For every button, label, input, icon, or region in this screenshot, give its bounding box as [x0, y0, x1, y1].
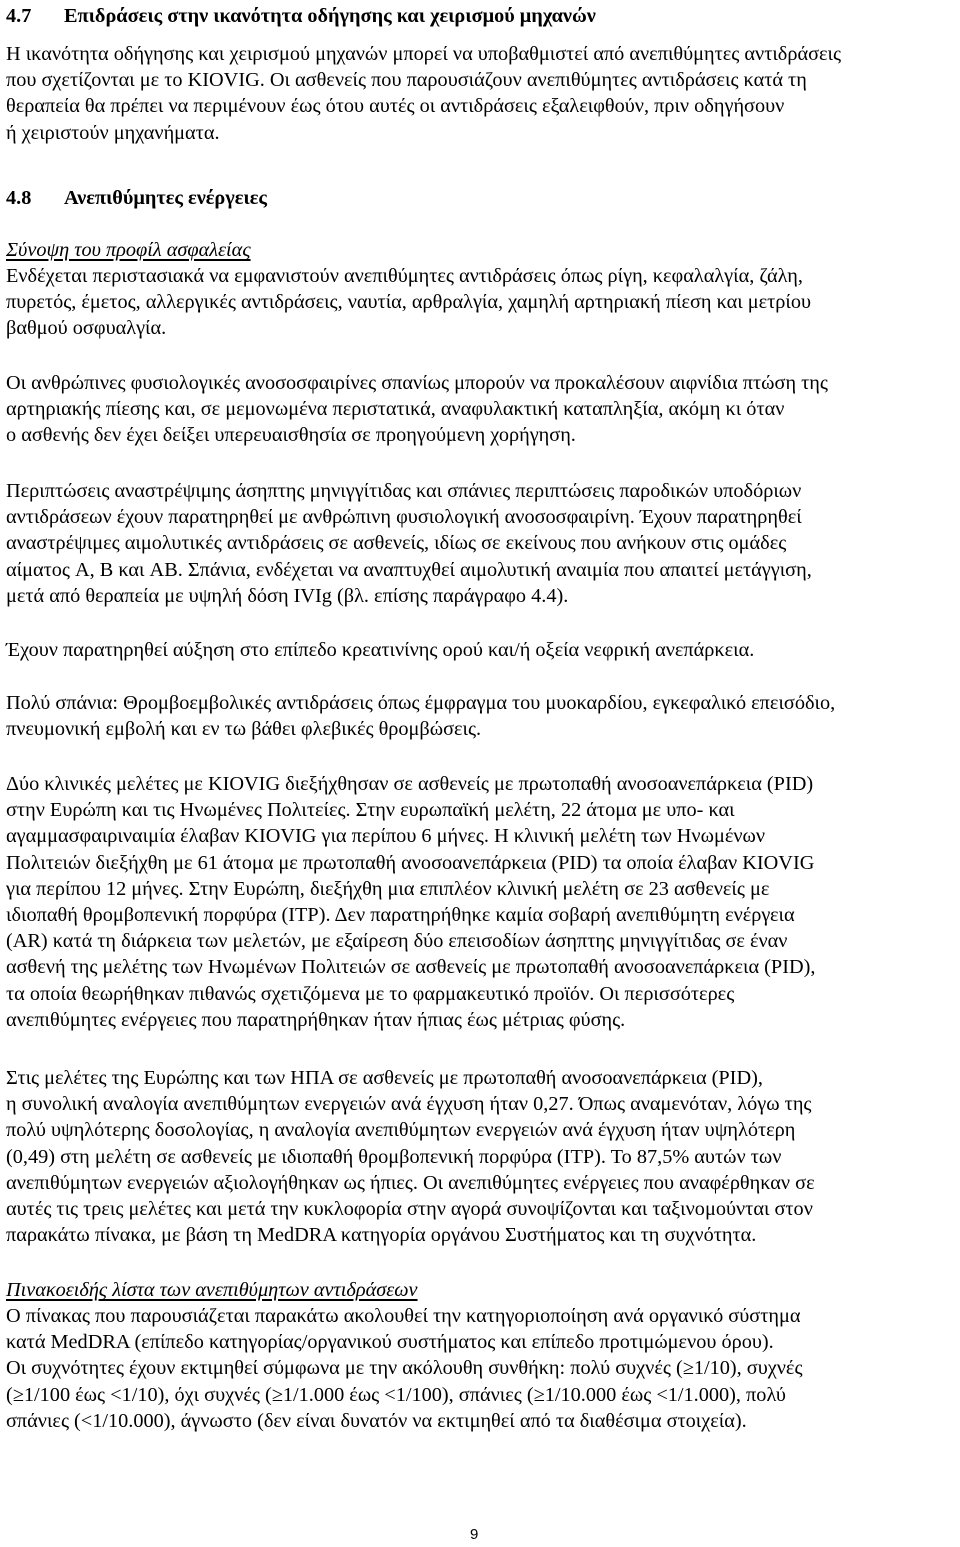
text-line: αρτηριακής πίεσης και, σε μεμονωμένα περιστατικά, αναφυλακτική καταπληξία, ακόμη κι όταν [6, 398, 785, 421]
paragraph-4 [6, 637, 954, 663]
text-line: αίματος A, B και AB. Σπάνια, ενδέχεται να αναπτυχθεί αιμολυτική αναιμία που απαιτεί μετάγγιση, [6, 558, 812, 581]
text-line: ο ασθενής δεν έχει δείξει υπερευαισθησία σε προηγούμενη χορήγηση. [6, 424, 576, 447]
text-line: Οι συχνότητες έχουν εκτιμηθεί σύμφωνα με την ακόλουθη συνθήκη: πολύ συχνές (≥1/10), συχνές [6, 1357, 803, 1380]
page-number: 9 [470, 1526, 479, 1543]
text-line: παρακάτω πίνακα, με βάση τη MedDRA κατηγορία οργάνου Συστήματος και τη συχνότητα. [6, 1224, 757, 1247]
text-line: πνευμονική εμβολή και εν τω βάθει φλεβικές θρομβώσεις. [6, 718, 482, 741]
text-line: Πολύ σπάνια: Θρομβοεμβολικές αντιδράσεις όπως έμφραγμα του μυοκαρδίου, εγκεφαλικό επεισόδιο, [6, 692, 836, 714]
paragraph-5 [6, 690, 954, 742]
paragraph-2 [6, 370, 954, 449]
text-line: θεραπεία θα πρέπει να περιμένουν έως ότου αυτές οι αντιδράσεις εξαλειφθούν, πριν οδηγήσουν [6, 95, 785, 118]
section-4-7-heading [6, 3, 596, 29]
text-line: τα οποία θεωρήθηκαν πιθανώς σχετιζόμενα με το φαρμακευτικό προϊόν. Οι περισσότερες [6, 982, 735, 1005]
text-line: για περίπου 12 μήνες. Στην Ευρώπη, διεξήχθη μια επιπλέον κλινική μελέτη σε 23 ασθενείς με [6, 877, 770, 900]
text-line: αγαμμασφαιριναιμία έλαβαν KIOVIG για περίπου 6 μήνες. Η κλινική μελέτη των Ηνωμένων [6, 825, 766, 848]
paragraph-6 [6, 771, 954, 1033]
text-line: βαθμού οσφυαλγία. [6, 317, 167, 340]
text-line: Ο πίνακας που παρουσιάζεται παρακάτω ακολουθεί την κατηγοριοποίηση ανά οργανικό σύστημα [6, 1305, 801, 1327]
text-line: αναστρέψιμες αιμολυτικές αντιδράσεις σε ασθενείς, ιδίως σε εκείνους που ανήκουν στις ομάδες [6, 532, 787, 555]
driving-paragraph [6, 41, 954, 146]
subheading: Πινακοειδής λίστα των ανεπιθύμητων αντιδράσεων [6, 1279, 418, 1301]
subheading: Σύνοψη του προφίλ ασφαλείας [6, 239, 251, 261]
section-number: 4.8 [6, 187, 32, 209]
text-line: Στις μελέτες της Ευρώπης και των ΗΠΑ σε ασθενείς με πρωτοπαθή ανοσοανεπάρκεια (PID), [6, 1067, 763, 1089]
section-title: Επιδράσεις στην ικανότητα οδήγησης και χειρισμού μηχανών [64, 5, 596, 27]
paragraph-3 [6, 478, 954, 609]
text-line: ανεπιθύμητων ενεργειών αξιολογήθηκαν ως ήπιες. Οι ανεπιθύμητες ενέργειες που αναφέρθηκαν σε [6, 1171, 815, 1194]
text-line: ανεπιθύμητες ενέργειες που παρατηρήθηκαν ήταν ήπιας έως μέτριας φύσης. [6, 1008, 626, 1031]
safety-summary-heading [6, 237, 954, 263]
text-line: Οι ανθρώπινες φυσιολογικές ανοσοσφαιρίνες σπανίως μπορούν να προκαλέσουν αιφνίδια πτώση της [6, 372, 828, 394]
text-line: μετά από θεραπεία με υψηλή δόση IVIg (βλ. επίσης παράγραφο 4.4). [6, 584, 569, 607]
section-title: Ανεπιθύμητες ενέργειες [64, 187, 267, 209]
text-line: Περιπτώσεις αναστρέψιμης άσηπτης μηνιγγίτιδας και σπάνιες περιπτώσεις παροδικών υποδόριων [6, 480, 802, 502]
text-line: σπάνιες (<1/10.000), άγνωστο (δεν είναι δυνατόν να εκτιμηθεί από τα διαθέσιμα στοιχεία). [6, 1409, 747, 1432]
section-number: 4.7 [6, 5, 32, 27]
text-line: Δύο κλινικές μελέτες με KIOVIG διεξήχθησαν σε ασθενείς με πρωτοπαθή ανοσοανεπάρκεια (PID) [6, 773, 814, 795]
paragraph-7 [6, 1065, 954, 1248]
text-line: πολύ υψηλότερης δοσολογίας, η αναλογία ανεπιθύμητων ενεργειών ανά έγχυση ήταν υψηλότερη [6, 1119, 796, 1142]
table-intro-paragraph [6, 1303, 954, 1434]
text-line: κατά MedDRA (επίπεδο κατηγορίας/οργανικού συστήματος και επίπεδο προτιμώμενου όρου). [6, 1331, 774, 1354]
text-line: (≥1/100 έως <1/10), όχι συχνές (≥1/1.000 έως <1/100), σπάνιες (≥1/10.000 έως <1/1.000), πολύ [6, 1383, 786, 1406]
text-line: που σχετίζονται με το KIOVIG. Οι ασθενείς που παρουσιάζουν ανεπιθύμητες αντιδράσεις κατά τη [6, 69, 807, 92]
paragraph-1 [6, 263, 954, 342]
text-line: (0,49) στη μελέτη σε ασθενείς με ιδιοπαθή θρομβοπενική πορφύρα (ITP). Το 87,5% αυτών των [6, 1145, 782, 1168]
text-line: πυρετός, έμετος, αλλεργικές αντιδράσεις, ναυτία, αρθραλγία, χαμηλή αρτηριακή πίεση και μετρίου [6, 291, 812, 314]
text-line: Πολιτειών διεξήχθη με 61 άτομα με πρωτοπαθή ανοσοανεπάρκεια (PID) τα οποία έλαβαν KIOVIG [6, 851, 815, 874]
text-line: ή χειριστούν μηχανήματα. [6, 121, 220, 144]
text-line: στην Ευρώπη και τις Ηνωμένες Πολιτείες. Στην ευρωπαϊκή μελέτη, 22 άτομα με υπο- και [6, 799, 735, 822]
table-list-heading [6, 1277, 954, 1303]
text-line: Ενδέχεται περιστασιακά να εμφανιστούν ανεπιθύμητες αντιδράσεις όπως ρίγη, κεφαλαλγία, ζάλη, [6, 265, 803, 287]
text-line: (AR) κατά τη διάρκεια των μελετών, με εξαίρεση δύο επεισοδίων άσηπτης μηνιγγίτιδας σε έναν [6, 930, 788, 953]
section-4-8-heading [6, 185, 267, 211]
text-line: ασθενή της μελέτης των Ηνωμένων Πολιτειών σε ασθενείς με πρωτοπαθή ανοσοανεπάρκεια (PID), [6, 956, 816, 979]
text-line: Η ικανότητα οδήγησης και χειρισμού μηχανών μπορεί να υποβαθμιστεί από ανεπιθύμητες αντιδράσεις [6, 43, 842, 65]
text-line: αντιδράσεων έχουν παρατηρηθεί με ανθρώπινη φυσιολογική ανοσοσφαιρίνη. Έχουν παρατηρηθεί [6, 506, 802, 529]
text-line: αυτές τις τρεις μελέτες και μετά την κυκλοφορία στην αγορά συνοψίζονται και ταξινομούνται στον [6, 1198, 813, 1221]
text-line: η συνολική αναλογία ανεπιθύμητων ενεργειών ανά έγχυση ήταν 0,27. Όπως αναμενόταν, λόγω της [6, 1093, 812, 1116]
text-line: Έχουν παρατηρηθεί αύξηση στο επίπεδο κρεατινίνης ορού και/ή οξεία νεφρική ανεπάρκεια. [6, 639, 755, 661]
text-line: ιδιοπαθή θρομβοπενική πορφύρα (ITP). Δεν παρατηρήθηκε καμία σοβαρή ανεπιθύμητη ενέργεια [6, 904, 795, 927]
